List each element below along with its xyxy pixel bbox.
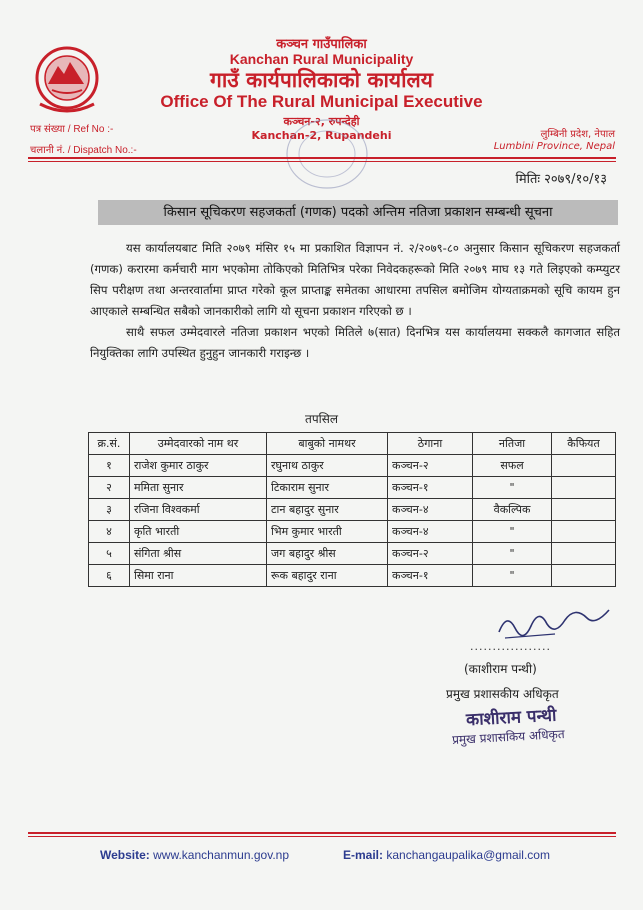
cell-serial: ४: [89, 521, 130, 543]
results-table: [88, 432, 616, 587]
header-father-name: बाबुको नामथर: [267, 433, 388, 455]
cell-candidate-name: सिमा राना: [130, 565, 267, 587]
table-row: [89, 455, 616, 477]
header-candidate-name: उम्मेदवारको नाम थर: [130, 433, 267, 455]
signatory-name: (काशीराम पन्थी): [464, 662, 537, 676]
cell-candidate-name: कृति भारती: [130, 521, 267, 543]
table-row: [89, 477, 616, 499]
table-row: [89, 499, 616, 521]
cell-candidate-name: ममिता सुनार: [130, 477, 267, 499]
cell-remarks: [552, 499, 616, 521]
cell-address: कञ्चन-४: [388, 499, 473, 521]
signatory-title: प्रमुख प्रशासकीय अधिकृत: [446, 687, 559, 701]
notice-body: [90, 238, 620, 364]
header-serial: क्र.सं.: [89, 433, 130, 455]
cell-candidate-name: संगिता श्रीस: [130, 543, 267, 565]
cell-serial: ६: [89, 565, 130, 587]
table-row: [89, 543, 616, 565]
cell-address: कञ्चन-२: [388, 455, 473, 477]
stamp-title: प्रमुख प्रशासकिय अधिकृत: [451, 727, 565, 747]
cell-father-name: टान बहादुर सुनार: [267, 499, 388, 521]
cell-father-name: रघुनाथ ठाकुर: [267, 455, 388, 477]
province-np: लुम्बिनी प्रदेश, नेपाल: [540, 129, 615, 140]
footer-divider: [28, 832, 616, 834]
footer-email: [343, 848, 550, 862]
cell-father-name: भिम कुमार भारती: [267, 521, 388, 543]
cell-candidate-name: रजिना विश्वकर्मा: [130, 499, 267, 521]
cell-serial: ५: [89, 543, 130, 565]
dispatch-no: चलानी नं. / Dispatch No.:-: [30, 145, 137, 156]
address-np: कञ्चन-२, रुपन्देही: [283, 115, 360, 128]
cell-result: ": [473, 521, 552, 543]
table-row: [89, 565, 616, 587]
office-name-en: Office Of The Rural Municipal Executive: [160, 92, 483, 111]
municipality-name-np: कञ्चन गाउँपालिका: [276, 37, 367, 52]
website-link[interactable]: www.kanchanmun.gov.np: [153, 848, 289, 862]
table-header-row: [89, 433, 616, 455]
footer-divider-thin: [28, 836, 616, 837]
cell-serial: १: [89, 455, 130, 477]
cell-serial: २: [89, 477, 130, 499]
address-en: Kanchan-2, Rupandehi: [251, 129, 392, 142]
cell-result: ": [473, 565, 552, 587]
header-result: नतिजा: [473, 433, 552, 455]
footer-website: [100, 848, 289, 862]
cell-address: कञ्चन-२: [388, 543, 473, 565]
header-remarks: कैफियत: [552, 433, 616, 455]
cell-father-name: टिकाराम सुनार: [267, 477, 388, 499]
ref-no: पत्र संख्या / Ref No :-: [30, 124, 114, 135]
cell-remarks: [552, 521, 616, 543]
email-link[interactable]: kanchangaupalika@gmail.com: [386, 848, 550, 862]
cell-result: सफल: [473, 455, 552, 477]
table-caption: तपसिल: [304, 412, 338, 426]
cell-address: कञ्चन-१: [388, 565, 473, 587]
cell-candidate-name: राजेश कुमार ठाकुर: [130, 455, 267, 477]
cell-remarks: [552, 565, 616, 587]
cell-serial: ३: [89, 499, 130, 521]
cell-remarks: [552, 455, 616, 477]
cell-address: कञ्चन-४: [388, 521, 473, 543]
email-label: E-mail:: [343, 848, 384, 862]
body-paragraph-2: साथै सफल उम्मेदवारले नतिजा प्रकाशन भएको मितिले ७(सात) दिनभित्र यस कार्यालयमा सक्कलै कागजात सहित नियुक्तिका लागि उपस्थित हुनुहुन जानकारी गराइन्छ ।: [90, 325, 620, 360]
website-label: Website:: [100, 848, 150, 862]
body-paragraph-1: यस कार्यालयबाट मिति २०७९ मंसिर १५ मा प्रकाशित विज्ञापन नं. २/२०७९-८० अनुसार किसान सूचिकरण सहजकर्ता (गणक) करारमा कर्मचारी माग भएकोमा तोकिएको मितिभित्र परेका निवेदकहरूको मिति २०७९ माघ १३ गते लिइएको कम्प्युटर सिप परीक्षण तथा अन्तरवार्तामा प्राप्त गरेको कूल प्राप्ताङ्क समेतका आधारमा तपसिल बमोजिम योग्यताक्रमको सूचि कायम हुन आएकाले सम्बन्धित सबैको जानकारीको लागि यो सूचना प्रकाशन गरिएको छ ।: [90, 241, 620, 318]
stamp-name: काशीराम पन्थी: [465, 705, 557, 731]
notice-subject: किसान सूचिकरण सहजकर्ता (गणक) पदको अन्तिम नतिजा प्रकाशन सम्बन्धी सूचना: [98, 200, 618, 225]
header-divider-thin: [28, 161, 616, 162]
cell-address: कञ्चन-१: [388, 477, 473, 499]
office-seal-icon: [282, 114, 372, 198]
cell-result: ": [473, 477, 552, 499]
province-en: Lumbini Province, Nepal: [493, 141, 615, 152]
header-divider: [28, 157, 616, 159]
letter-date: मितिः २०७९/१०/१३: [515, 172, 607, 187]
cell-remarks: [552, 543, 616, 565]
cell-father-name: जग बहादुर श्रीस: [267, 543, 388, 565]
table-row: [89, 521, 616, 543]
municipality-name-en: Kanchan Rural Municipality: [229, 51, 414, 67]
cell-father-name: रूक बहादुर राना: [267, 565, 388, 587]
cell-remarks: [552, 477, 616, 499]
signature-line: ..................: [470, 640, 551, 653]
header-address: ठेगाना: [388, 433, 473, 455]
cell-result: वैकल्पिक: [473, 499, 552, 521]
cell-result: ": [473, 543, 552, 565]
office-name-np: गाउँ कार्यपालिकाको कार्यालय: [210, 68, 433, 92]
